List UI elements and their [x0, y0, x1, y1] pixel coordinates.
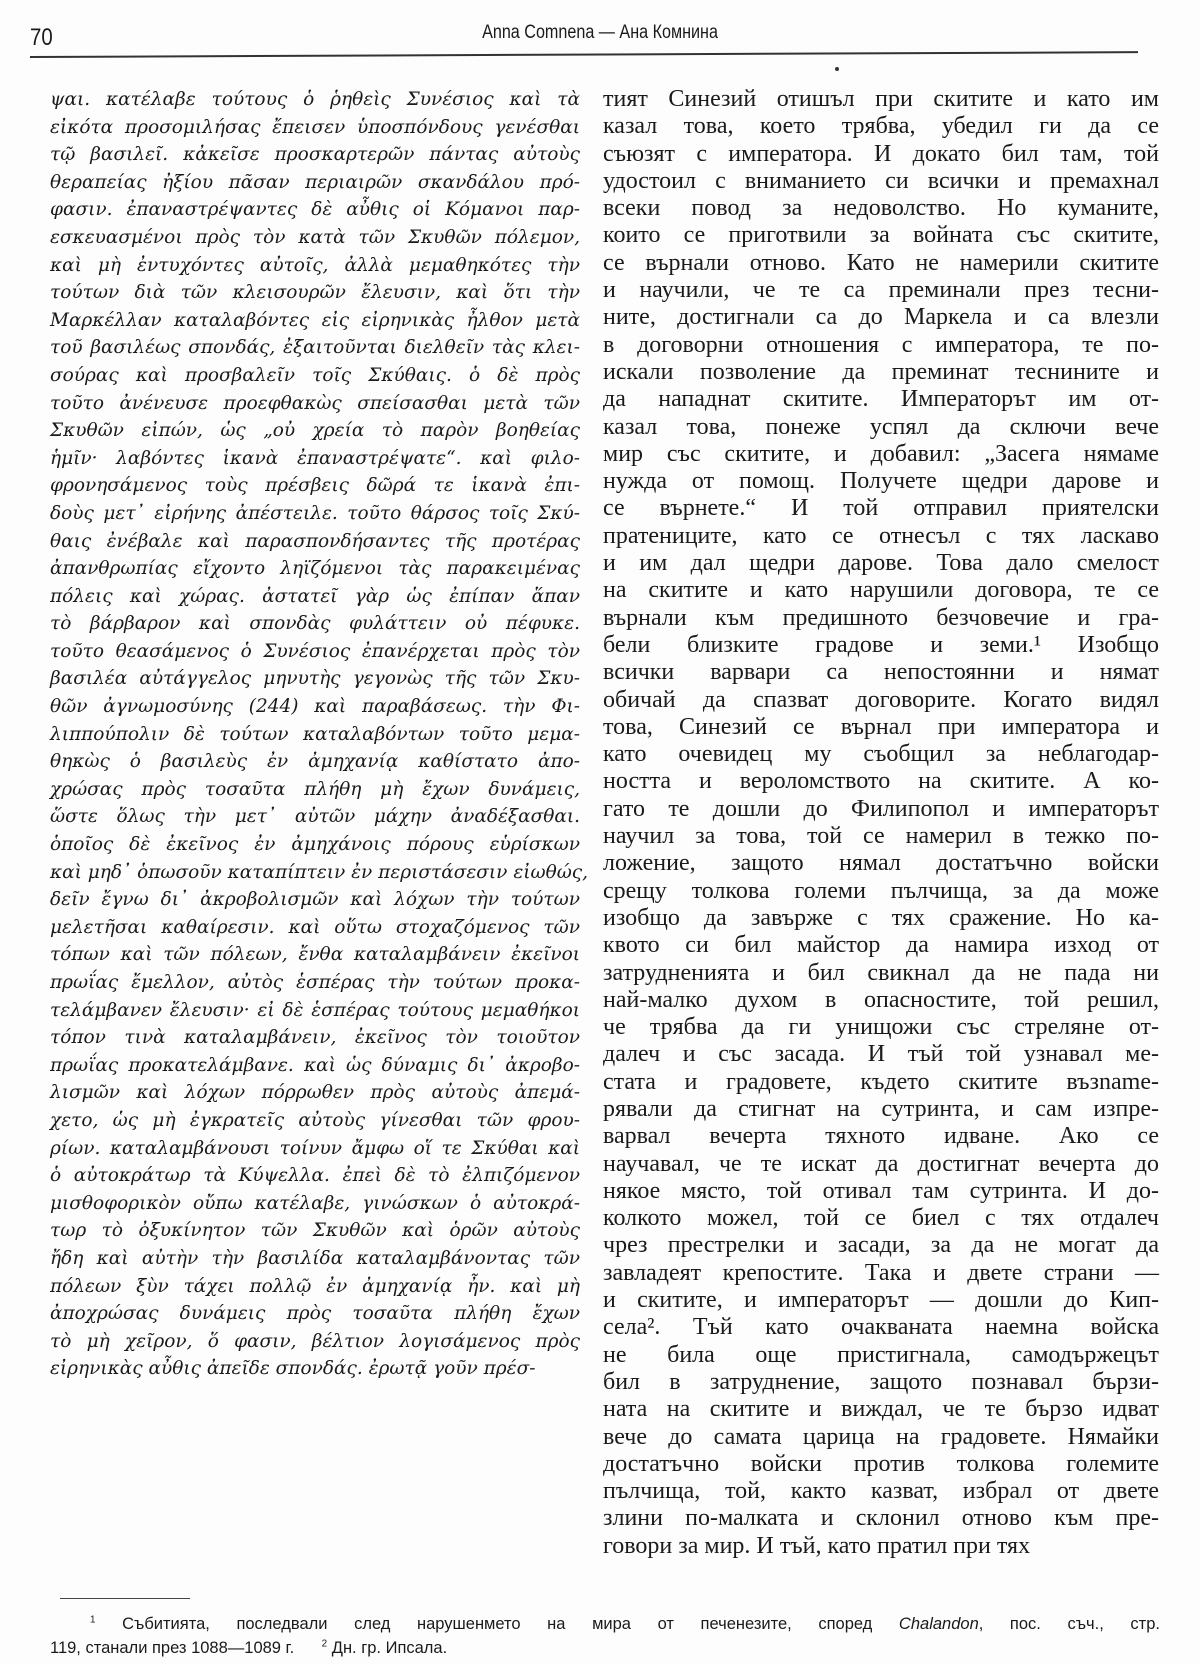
- bulgarian-line: рявали да стигнат на сутринта, и сам изпре-: [603, 1095, 1159, 1122]
- bulgarian-line: гато те дошли до Филипопол и императорът: [603, 795, 1159, 822]
- greek-line: δοὺς μετ᾽ εἰρήνης ἀπέστειλε. τοῦτο θάρσος τοῖς Σκύ-: [50, 502, 580, 524]
- header-rule: [30, 51, 1138, 58]
- greek-line: πρωΐας προκατελάμβανε. καὶ ὡς δύναμις δι᾽ ἀκροβο-: [50, 1054, 580, 1076]
- bulgarian-line: най-малко духом в опасностите, той решил,: [603, 986, 1159, 1013]
- bulgarian-line: срещу толкова големи пълчища, за да може: [603, 877, 1159, 904]
- bulgarian-line: се върнали отново. Като не намерили скитите: [603, 249, 1159, 276]
- bulgarian-line: съюзят с императора. И докато бил там, той: [603, 140, 1159, 167]
- bulgarian-line: удостоил с вниманието си всички и премахнал: [603, 167, 1159, 194]
- greek-line: τῷ βασιλεῖ. κἀκεῖσε προσκαρτερῶν πάντας αὐτοὺς: [50, 144, 580, 166]
- bulgarian-line: в договорни отношения с императора, те по-: [603, 331, 1159, 358]
- bulgarian-line: нужда от помощ. Получете щедри дарове и: [603, 468, 1159, 495]
- greek-line: τόπον τινὰ καταλαμβάνειν, ἐκεῖνος τὸν τοιοῦτον: [50, 1027, 580, 1049]
- bulgarian-line: ложение, защото нямал достатъчно войски: [603, 850, 1159, 877]
- greek-line: πόλεων ξὺν τάχει πολλῷ ἐν ἀμηχανίᾳ ἦν. καὶ μὴ: [50, 1275, 580, 1297]
- greek-line: τοῦ βασιλέως σπονδάς, ἐξαιτοῦνται διελθεῖν τὰς κλει-: [50, 337, 580, 359]
- bulgarian-line: като очевидец му съобщил за неблагодар-: [603, 741, 1159, 768]
- bulgarian-line: колкото можел, той се биел с тях отдалеч: [603, 1205, 1159, 1232]
- bulgarian-line: пълчища, той, както казват, избрал от двете: [603, 1478, 1159, 1505]
- footnote-1-mark: 1: [90, 1614, 96, 1626]
- greek-line: ρίων. καταλαμβάνουσι τοίνυν ἄμφω οἵ τε Σκύθαι καὶ: [50, 1137, 580, 1159]
- bulgarian-line: върнали към предишното безчовечие и гра-: [603, 604, 1159, 631]
- bulgarian-line: и скитите, и императорът — дошли до Кип-: [603, 1287, 1159, 1314]
- greek-line: τελάμβανεν ἔλευσιν· εἰ δὲ ἑσπέρας τούτους μεμαθήκοι: [50, 999, 580, 1021]
- greek-line: μελετῆσαι καθαίρεσιν. καὶ οὕτω στοχαζόμενος τῶν: [50, 916, 580, 938]
- bulgarian-line: казал това, което трябва, убедил ги да се: [603, 113, 1159, 140]
- greek-line: λισμῶν καὶ λόχων πόρρωθεν πρὸς αὐτοὺς ἀπεμά-: [50, 1082, 580, 1104]
- footnote-1-line-1: $^1$ Събитията, последвали след нарушенмето на мира от печенезите, според Chalandon, пос. съч., стр.: [90, 1614, 1160, 1633]
- bulgarian-line: тият Синезий отишъл при скитите и като им: [603, 86, 1159, 112]
- greek-line: λιππούπολιν δὲ τούτων καταλαβόντων τοῦτο μεμα-: [50, 723, 580, 745]
- bulgarian-line: села². Тъй като очакваната наемна войска: [603, 1314, 1159, 1341]
- bulgarian-text-column: [603, 86, 1159, 1560]
- greek-line: βασιλέα αὐτάγγελος μηνυτὴς γεγονὼς τῆς τῶν Σκυ-: [50, 668, 580, 690]
- bulgarian-line: квото си бил майстор да намира изход от: [603, 932, 1159, 959]
- bulgarian-line: някое място, той отивал там сутринта. И до-: [603, 1177, 1159, 1204]
- print-speck: [835, 67, 839, 71]
- bulgarian-line: ността и вероломството на скитите. А ко-: [603, 768, 1159, 795]
- bulgarian-line: злини по-малката и склонил отново към пре-: [603, 1505, 1159, 1532]
- greek-line: Σκυθῶν εἰπών, ὡς „οὐ χρεία τὸ παρὸν βοηθείας: [50, 420, 580, 442]
- bulgarian-line: завладеят крепостите. Така и двете страни —: [603, 1259, 1159, 1286]
- greek-line: ὁ αὐτοκράτωρ τὰ Κύψελλα. ἐπεὶ δὲ τὸ ἐλπιζόμενον: [50, 1165, 580, 1187]
- greek-line: φρονησάμενος τοὺς πρέσβεις δῶρά τε ἱκανὰ ἐπι-: [50, 475, 580, 497]
- greek-line: δεῖν ἔγνω δι᾽ ἀκροβολισμῶν καὶ λόχων τὴν τούτων: [50, 889, 580, 911]
- bulgarian-line: всички варвари са непостоянни и нямат: [603, 659, 1159, 686]
- greek-line: τόπων καὶ τῶν πόλεων, ἔνθα καταλαμβάνειν ἐκεῖνοι: [50, 944, 580, 966]
- greek-line: τὸ μὴ χεῖρον, ὅ φασιν, βέλτιον λογισάμενος πρὸς: [50, 1330, 580, 1352]
- bulgarian-line: бели близките градове и земи.¹ Изобщо: [603, 631, 1159, 658]
- bulgarian-line: всеки повод за недоволство. Но куманите,: [603, 195, 1159, 222]
- greek-line: τούτων διὰ τῶν κλεισουρῶν ἔλευσιν, καὶ ὅτι τὴν: [50, 282, 580, 304]
- greek-line: μισθοφορικὸν οὔπω κατέλαβε, γινώσκων ὁ αὐτοκρά-: [50, 1192, 580, 1214]
- bulgarian-line: на скитите и като нарушили договора, те се: [603, 577, 1159, 604]
- greek-line: ὁποῖος δὲ ἐκεῖνος ἐν ἀμηχάνοις πόρους εὑρίσκων: [50, 834, 580, 856]
- running-head: Anna Comnena — Ана Комнина: [482, 22, 718, 43]
- greek-line: φασιν. ἐπαναστρέψαντες δὲ αὖθις οἱ Κόμανοι παρ-: [50, 199, 580, 221]
- bulgarian-line: ната на скитите и виждал, че те бързо идват: [603, 1396, 1159, 1423]
- bulgarian-line: се върнете.“ И той отправил приятелски: [603, 495, 1159, 522]
- bulgarian-line: не била още пристигнала, самодържецът: [603, 1341, 1159, 1368]
- greek-line: τὸ βάρβαρον καὶ σπονδὰς φυλάττειν οὐ πέφυκε.: [50, 613, 580, 635]
- bulgarian-line: достатъчно войски против толкова големите: [603, 1450, 1159, 1477]
- bulgarian-line: пратениците, като се отнесъл с тях ласкаво: [603, 522, 1159, 549]
- footnote-2-mark: 2: [321, 1638, 328, 1650]
- greek-line: θεραπείας ἠξίου πᾶσαν περιαιρῶν σκανδάλου πρό-: [50, 171, 580, 193]
- greek-line: θαις ἐνέβαλε καὶ παρασπονδήσαντες τῆς προτέρας: [50, 530, 580, 552]
- bulgarian-line: мир със скитите, и добавил: „Засега нямаме: [603, 440, 1159, 467]
- bulgarian-line: стата и градовете, където скитите възname-: [603, 1068, 1159, 1095]
- bulgarian-line: казал това, понеже успял да сключи вече: [603, 413, 1159, 440]
- greek-line: θῶν ἀγνωμοσύνης (244) καὶ παραβάσεως. τὴν Φι-: [50, 696, 580, 718]
- bulgarian-line: говори за мир. И тъй, като пратил при тях: [603, 1532, 1031, 1559]
- greek-line: σούρας καὶ προσβαλεῖν τοῖς Σκύθαις. ὁ δὲ πρὸς: [50, 364, 580, 386]
- greek-line: ἀπανθρωπίας εἴχοντο ληϊζόμενοι τὰς παρακειμένας: [50, 558, 580, 580]
- greek-line: τοῦτο θεασάμενος ὁ Συνέσιος ἐπανέρχεται πρὸς τὸν: [50, 640, 580, 662]
- greek-line: ψαι. κατέλαβε τούτους ὁ ῥηθεὶς Συνέσιος καὶ τὰ: [50, 89, 580, 110]
- bulgarian-line: научавал, че те искат да достигнат вечерта до: [603, 1150, 1159, 1177]
- bulgarian-line: че трябва да ги унищожи със стреляне от-: [603, 1014, 1159, 1041]
- greek-text-column: [50, 86, 589, 1383]
- bulgarian-line: изобщо да завърже с тях сражение. Но ка-: [603, 904, 1159, 931]
- bulgarian-line: далеч и със засада. И тъй той узнавал ме-: [603, 1041, 1159, 1068]
- bulgarian-line: и им дал щедри дарове. Това дало смелост: [603, 550, 1159, 577]
- cited-author: Chalandon: [898, 1615, 979, 1633]
- bulgarian-line: затрудненията и бил свикнал да не пада ни: [603, 959, 1159, 986]
- greek-line: πόλεις καὶ χώρας. ἀστατεῖ γὰρ ὡς ἐπίπαν ἅπαν: [50, 585, 580, 607]
- bulgarian-line: варвал вечерта тяхното идване. Ако се: [603, 1123, 1159, 1150]
- greek-line: εἰκότα προσομιλήσας ἔπεισεν ὑποσπόνδους γενέσθαι: [50, 116, 580, 138]
- bulgarian-line: ните, достигнали са до Маркела и са влезли: [603, 304, 1159, 331]
- greek-line: θηκὼς ὁ βασιλεὺς ἐν ἀμηχανίᾳ καθίστατο ἀπο-: [50, 751, 580, 773]
- greek-line: ἡμῖν· λαβόντες ἱκανὰ ἐπαναστρέψατε“. καὶ φιλο-: [50, 447, 580, 469]
- page-number: 70: [30, 24, 53, 51]
- greek-line: ἤδη καὶ αὐτὴν τὴν βασιλίδα καταλαμβάνοντας τῶν: [50, 1247, 580, 1269]
- footnote-rule: [60, 1598, 190, 1599]
- greek-line: ἀποχρώσας δυνάμεις πρὸς τοσαῦτα πλήθη ἔχων: [50, 1303, 580, 1325]
- footnote-2-text: Дн. гр. Ипсала.: [331, 1639, 448, 1657]
- bulgarian-line: това, Синезий се върнал при императора и: [603, 713, 1159, 740]
- bulgarian-line: научил за това, той се намерил в тежко по-: [603, 823, 1159, 850]
- greek-line: καὶ μηδ᾽ ὁπωσοῦν καταπίπτειν ἐν περιστάσεσιν εἰωθώς,: [50, 861, 589, 883]
- bulgarian-line: чрез престрелки и засади, за да не могат да: [603, 1232, 1159, 1259]
- greek-line: εσκευασμένοι πρὸς τὸν κατὰ τῶν Σκυθῶν πόλεμον,: [50, 226, 580, 248]
- bulgarian-line: които се приготвили за войната със скитите,: [603, 222, 1159, 249]
- greek-line: Μαρκέλλαν καταλαβόντες εἰς εἰρηνικὰς ἦλθον μετὰ: [50, 309, 580, 331]
- greek-line: χετο, ὡς μὴ ἐγκρατεῖς αὐτοὺς γίνεσθαι τῶν φρου-: [50, 1109, 580, 1131]
- bulgarian-line: обичай да спазват договорите. Когато видял: [603, 686, 1159, 713]
- footnote-line-2: 119, станали през 1088—1089 г. $^2$ Дн. гр. Ипсала.: [50, 1638, 448, 1657]
- greek-line: τοῦτο ἀνένευσε προεφθακὼς σπείσασθαι μετὰ τῶν: [50, 392, 580, 414]
- greek-line: καὶ μὴ ἐντυχόντες αὐτοῖς, ἀλλὰ μεμαθηκότες τὴν: [50, 254, 580, 276]
- bulgarian-line: и научили, че те са преминали през тесни-: [603, 277, 1159, 304]
- greek-line: τωρ τὸ ὀξυκίνητον τῶν Σκυθῶν καὶ ὁρῶν αὐτοὺς: [50, 1220, 580, 1242]
- bulgarian-line: искали позволение да преминат теснините и: [603, 358, 1159, 385]
- greek-line: πρωΐας ἔμελλον, αὐτὸς ἑσπέρας τὴν τούτων προκα-: [50, 972, 580, 993]
- bulgarian-line: бил в затруднение, защото познавал бързи-: [603, 1368, 1159, 1395]
- bulgarian-line: да нападнат скитите. Императорът им от-: [603, 386, 1159, 413]
- footnotes: [50, 1612, 1160, 1660]
- greek-line: χρώσας πρὸς τοσαῦτα πλήθη μὴ ἔχων δυνάμεις,: [50, 778, 580, 800]
- greek-line: εἰρηνικὰς αὖθις ἀπεῖδε σπονδάς. ἐρωτᾷ γοῦν πρέσ-: [50, 1358, 536, 1380]
- bulgarian-line: вече до самата царица на градовете. Нямайки: [603, 1423, 1159, 1450]
- greek-line: ὥστε ὅλως τὴν μετ᾽ αὐτῶν μάχην ἀναδέξασθαι.: [50, 806, 580, 828]
